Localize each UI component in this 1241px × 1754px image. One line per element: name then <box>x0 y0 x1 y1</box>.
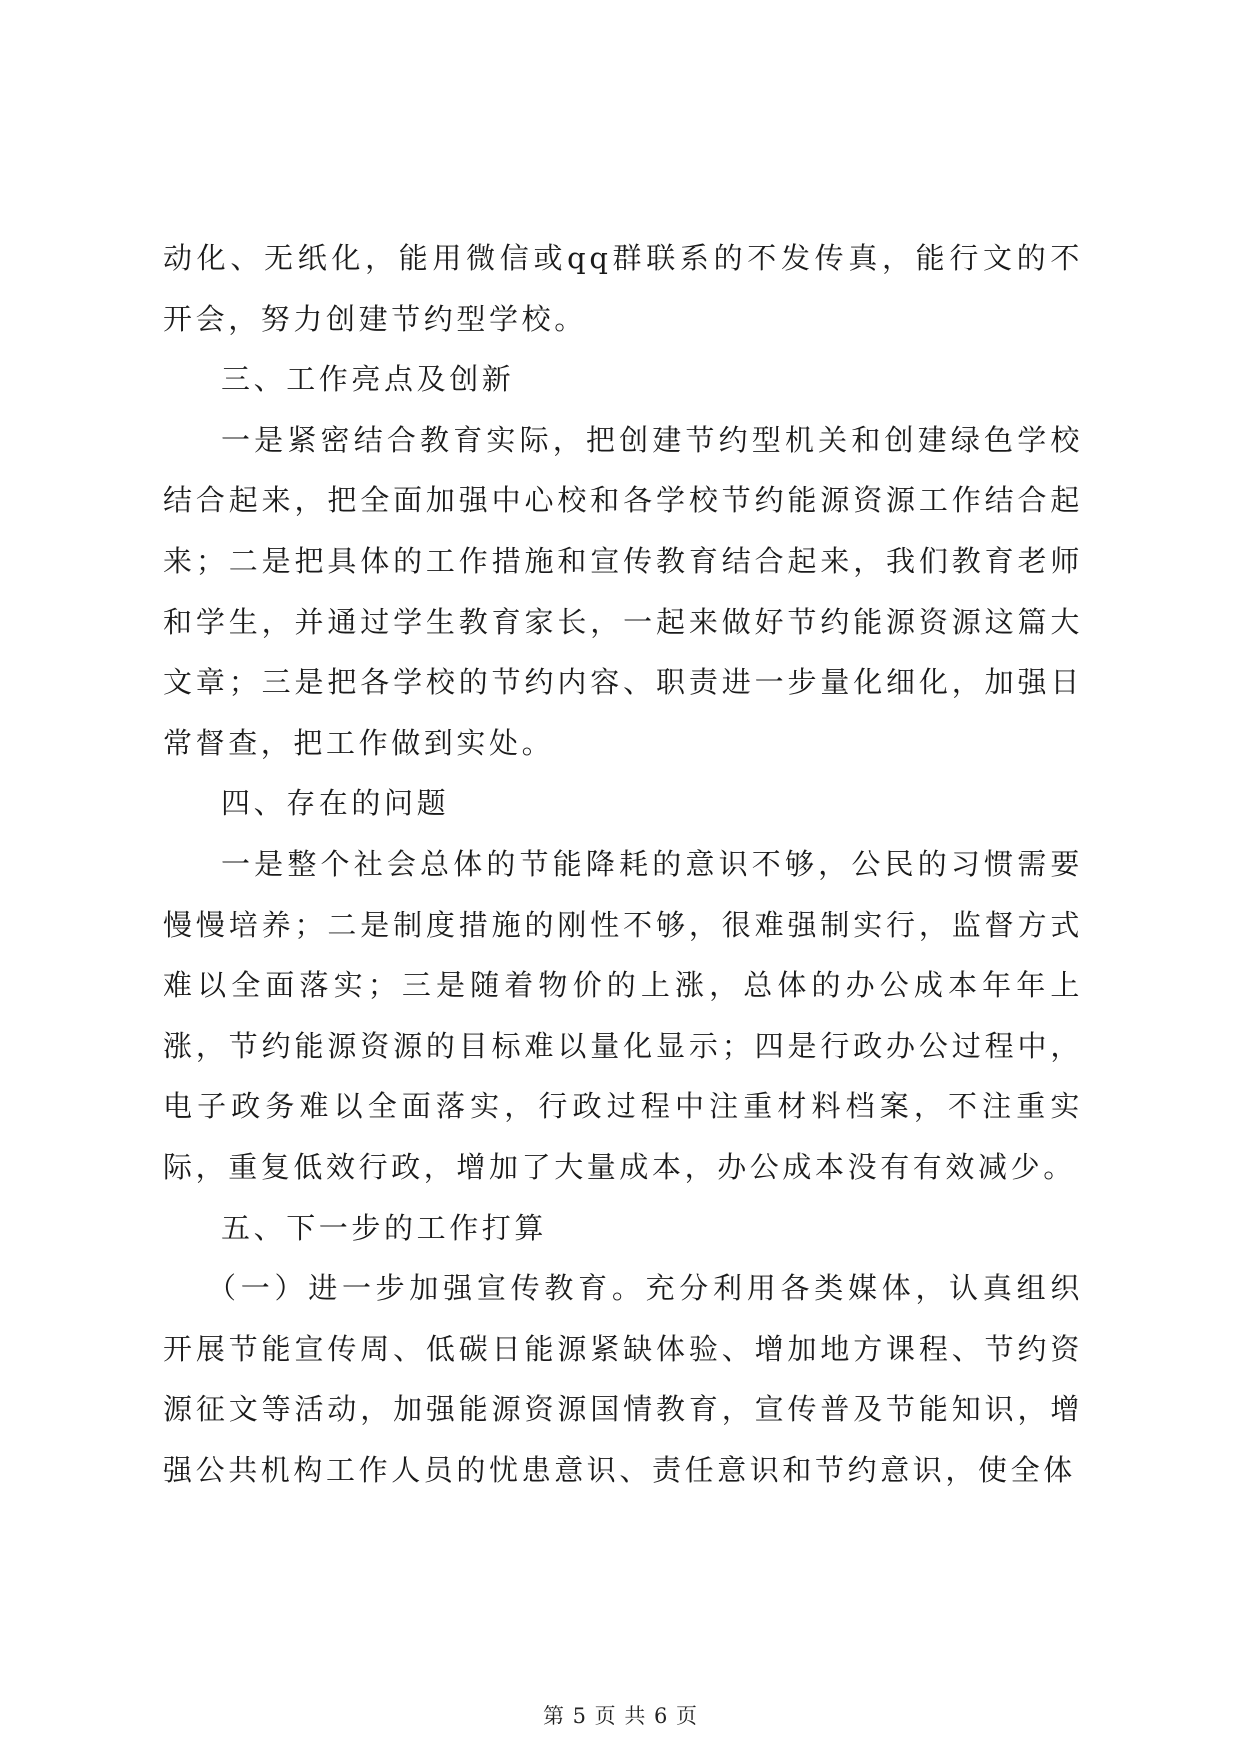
section-heading-highlights: 三、工作亮点及创新 <box>221 362 515 397</box>
paragraph-problems: 一是整个社会总体的节能降耗的意识不够，公民的习惯需要慢慢培养；二是制度措施的刚性不够，很难强制实行，监督方式难以全面落实；三是随着物价的上涨，总体的办公成本年年上涨，节约能源资源的目标难以量化显示；四是行政办公过程中，电子政务难以全面落实，行政过程中注重材料档案，不注重实际，重复低效行政，增加了大量成本，办公成本没有有效减少。 <box>163 846 1083 1184</box>
section-heading-problems: 四、存在的问题 <box>221 786 450 821</box>
paragraph-next-steps: （一）进一步加强宣传教育。充分利用各类媒体，认真组织开展节能宣传周、低碳日能源紧缺体验、增加地方课程、节约资源征文等活动，加强能源资源国情教育，宣传普及节能知识，增强公共机构工作人员的忧患意识、责任意识和节约意识，使全体 <box>163 1271 1083 1487</box>
section-heading-next-steps: 五、下一步的工作打算 <box>221 1210 548 1245</box>
page-number-footer: 第 5 页 共 6 页 <box>542 1704 699 1728</box>
paragraph-highlights: 一是紧密结合教育实际，把创建节约型机关和创建绿色学校结合起来，把全面加强中心校和各学校节约能源资源工作结合起来；二是把具体的工作措施和宣传教育结合起来，我们教育老师和学生，并通过学生教育家长，一起来做好节约能源资源这篇大文章；三是把各学校的节约内容、职责进一步量化细化，加强日常督查，把工作做到实处。 <box>163 422 1083 760</box>
document-body <box>163 228 1083 1500</box>
paragraph-continuation: 动化、无纸化，能用微信或qq群联系的不发传真，能行文的不开会，努力创建节约型学校。 <box>163 241 1083 336</box>
